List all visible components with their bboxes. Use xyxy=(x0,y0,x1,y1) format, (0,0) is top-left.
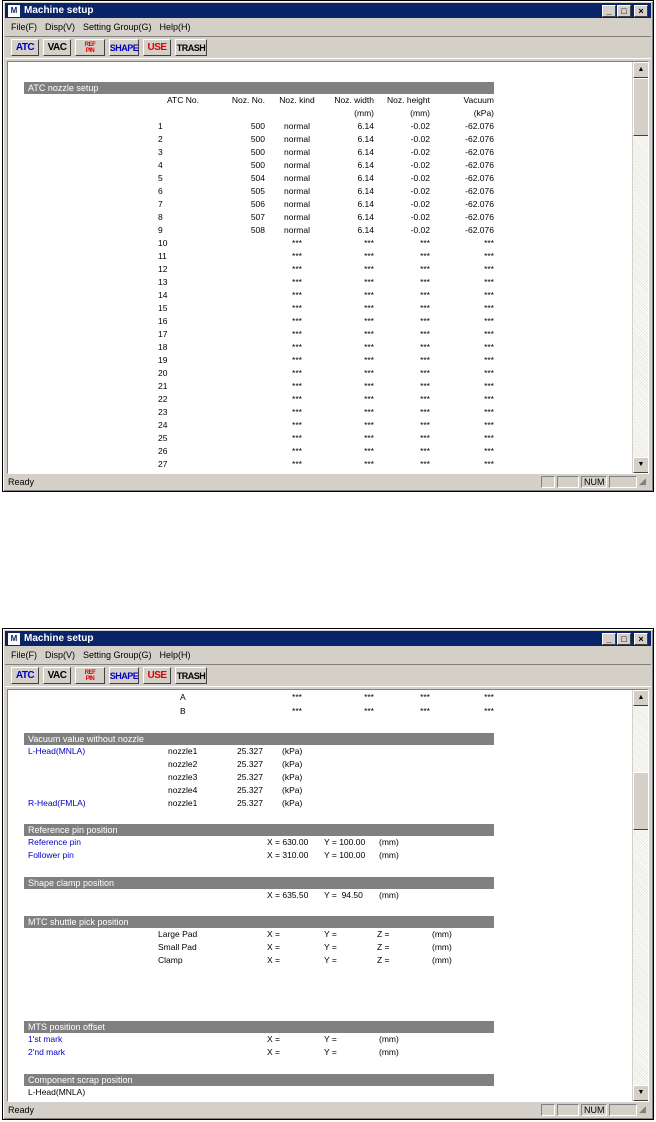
x-value: X = xyxy=(267,955,280,965)
cell-noz-width: *** xyxy=(364,277,374,287)
cell-atc-no: 3 xyxy=(158,147,163,157)
vacuum-value: 25.327 xyxy=(237,772,263,782)
cell-atc-no: 18 xyxy=(158,342,168,352)
use-button[interactable]: USE xyxy=(143,667,171,684)
title-bar[interactable] xyxy=(5,631,651,646)
nozzle-label: nozzle3 xyxy=(168,772,198,782)
unit-label: (kPa) xyxy=(282,759,303,769)
cell-noz-width: *** xyxy=(364,446,374,456)
cell-value: *** xyxy=(292,706,302,716)
cell-vacuum: -62.076 xyxy=(465,121,494,131)
cell-vacuum: *** xyxy=(484,459,494,469)
status-pane-1 xyxy=(541,476,555,488)
y-value: Y = xyxy=(324,955,337,965)
cell-atc-no: 11 xyxy=(158,251,167,261)
cell-noz-no: 500 xyxy=(250,147,265,157)
cell-noz-height: *** xyxy=(420,381,430,391)
cell-noz-no: 500 xyxy=(250,134,265,144)
vac-button[interactable]: VAC xyxy=(43,667,71,684)
cell-noz-width: *** xyxy=(364,342,374,352)
r-head-label: R-Head(FMLA) xyxy=(28,798,86,808)
window-title: Machine setup xyxy=(24,633,94,644)
content-area[interactable] xyxy=(7,689,649,1102)
ref-pin-label-bottom: PIN xyxy=(85,47,95,54)
unit-label: (kPa) xyxy=(282,746,303,756)
scroll-thumb[interactable] xyxy=(633,78,649,136)
cell-vacuum: *** xyxy=(484,407,494,417)
unit-label: (mm) xyxy=(379,850,399,860)
cell-noz-no: 507 xyxy=(250,212,265,222)
cell-noz-kind: normal xyxy=(284,186,310,196)
cell-vacuum: *** xyxy=(484,316,494,326)
y-value: Y = xyxy=(324,1047,337,1057)
cell-vacuum: *** xyxy=(484,381,494,391)
menu-help[interactable]: Help(H) xyxy=(159,650,191,660)
unit-label: (mm) xyxy=(379,837,399,847)
cell-noz-no: 500 xyxy=(250,160,265,170)
status-pane-4 xyxy=(609,476,637,488)
x-value: X = xyxy=(267,1034,280,1044)
cell-noz-kind: *** xyxy=(292,342,302,352)
row-label-b: B xyxy=(180,706,186,716)
close-button[interactable]: × xyxy=(634,633,648,645)
cell-vacuum: *** xyxy=(484,342,494,352)
unit-label: (mm) xyxy=(432,955,452,965)
cell-atc-no: 27 xyxy=(158,459,168,469)
cell-noz-width: *** xyxy=(364,251,374,261)
cell-noz-no: 506 xyxy=(250,199,265,209)
cell-noz-height: *** xyxy=(420,303,430,313)
cell-noz-no: 500 xyxy=(250,121,265,131)
follower-pin-label: Follower pin xyxy=(28,850,74,860)
cell-noz-kind: *** xyxy=(292,459,302,469)
cell-noz-height: -0.02 xyxy=(410,134,430,144)
unit-noz-width: (mm) xyxy=(354,108,374,118)
cell-value: *** xyxy=(484,692,494,702)
status-text: Ready xyxy=(8,1104,35,1115)
cell-vacuum: -62.076 xyxy=(465,212,494,222)
cell-atc-no: 6 xyxy=(158,186,163,196)
status-bar xyxy=(5,1102,651,1117)
shape-button[interactable]: SHAPE xyxy=(109,39,139,56)
cell-noz-height: *** xyxy=(420,394,430,404)
cell-noz-width: 6.14 xyxy=(357,160,374,170)
cell-atc-no: 23 xyxy=(158,407,168,417)
menu-file[interactable]: File(F) xyxy=(11,650,37,660)
cell-atc-no: 14 xyxy=(158,290,168,300)
cell-vacuum: -62.076 xyxy=(465,134,494,144)
mark-label: 2'nd mark xyxy=(28,1047,66,1057)
scroll-down-arrow-icon[interactable]: ▼ xyxy=(633,1085,649,1101)
cell-value: *** xyxy=(484,706,494,716)
section-atc-nozzle-setup: ATC nozzle setup xyxy=(24,82,494,94)
cell-noz-height: *** xyxy=(420,264,430,274)
header-noz-no: Noz. No. xyxy=(231,95,265,105)
cell-noz-height: *** xyxy=(420,420,430,430)
cell-noz-kind: *** xyxy=(292,290,302,300)
content-area[interactable] xyxy=(7,61,649,474)
cell-vacuum: *** xyxy=(484,394,494,404)
y-value: Y = 100.00 xyxy=(324,837,366,847)
cell-noz-kind: *** xyxy=(292,264,302,274)
x-value: X = xyxy=(267,929,280,939)
menu-setting-group[interactable]: Setting Group(G) xyxy=(83,22,152,32)
cell-noz-width: *** xyxy=(364,290,374,300)
cell-noz-width: *** xyxy=(364,264,374,274)
cell-vacuum: -62.076 xyxy=(465,186,494,196)
status-pane-4 xyxy=(609,1104,637,1116)
ref-pin-label-top: REF xyxy=(84,669,96,676)
cell-noz-width: *** xyxy=(364,433,374,443)
cell-atc-no: 26 xyxy=(158,446,168,456)
cell-vacuum: *** xyxy=(484,251,494,261)
cell-noz-height: *** xyxy=(420,433,430,443)
status-bar xyxy=(5,474,651,489)
app-logo-icon: M xyxy=(8,5,20,17)
menu-bar xyxy=(7,20,195,34)
vertical-scrollbar[interactable] xyxy=(632,690,648,1101)
vacuum-value: 25.327 xyxy=(237,759,263,769)
cell-noz-width: 6.14 xyxy=(357,186,374,196)
atc-button[interactable]: ATC xyxy=(11,667,39,684)
cell-vacuum: *** xyxy=(484,420,494,430)
cell-value: *** xyxy=(420,692,430,702)
cell-noz-height: -0.02 xyxy=(410,173,430,183)
header-noz-kind: Noz. kind xyxy=(279,95,315,105)
nozzle-label: nozzle1 xyxy=(168,746,198,756)
cell-noz-width: 6.14 xyxy=(357,134,374,144)
mtc-row-label: Small Pad xyxy=(158,942,197,952)
use-button[interactable]: USE xyxy=(143,39,171,56)
cell-vacuum: -62.076 xyxy=(465,225,494,235)
mark-label: 1'st mark xyxy=(28,1034,63,1044)
cell-vacuum: -62.076 xyxy=(465,147,494,157)
cell-atc-no: 8 xyxy=(158,212,163,222)
cell-atc-no: 5 xyxy=(158,173,163,183)
unit-vacuum: (kPa) xyxy=(473,108,494,118)
cell-atc-no: 10 xyxy=(158,238,168,248)
mtc-row-label: Clamp xyxy=(158,955,183,965)
minimize-button[interactable]: _ xyxy=(602,633,616,645)
cell-noz-no: 508 xyxy=(250,225,265,235)
status-pane-1 xyxy=(541,1104,555,1116)
cell-atc-no: 21 xyxy=(158,381,168,391)
cell-noz-kind: *** xyxy=(292,316,302,326)
cell-noz-width: *** xyxy=(364,303,374,313)
section-mts-offset: MTS position offset xyxy=(24,1021,494,1033)
y-value: Y = xyxy=(324,942,337,952)
section-reference-pin: Reference pin position xyxy=(24,824,494,836)
trash-button[interactable]: TRASH xyxy=(175,667,207,684)
cell-noz-kind: *** xyxy=(292,446,302,456)
cell-value: *** xyxy=(292,692,302,702)
vertical-scrollbar[interactable] xyxy=(632,62,648,473)
cell-atc-no: 4 xyxy=(158,160,163,170)
atc-button[interactable]: ATC xyxy=(11,39,39,56)
unit-label: (mm) xyxy=(379,1047,399,1057)
status-text: Ready xyxy=(8,476,35,487)
cell-vacuum: -62.076 xyxy=(465,160,494,170)
toolbar xyxy=(5,36,651,59)
cell-noz-width: *** xyxy=(364,329,374,339)
unit-label: (kPa) xyxy=(282,785,303,795)
cell-noz-width: 6.14 xyxy=(357,121,374,131)
cell-vacuum: *** xyxy=(484,290,494,300)
unit-label: (kPa) xyxy=(282,772,303,782)
maximize-button[interactable]: □ xyxy=(617,633,631,645)
cell-noz-width: *** xyxy=(364,238,374,248)
cell-noz-height: *** xyxy=(420,342,430,352)
cell-vacuum: *** xyxy=(484,238,494,248)
cell-value: *** xyxy=(420,706,430,716)
toolbar xyxy=(5,664,651,687)
title-bar[interactable] xyxy=(5,3,651,18)
unit-label: (mm) xyxy=(379,890,399,900)
unit-label: (mm) xyxy=(432,942,452,952)
l-head-label: L-Head(MNLA) xyxy=(28,746,86,756)
cell-noz-height: -0.02 xyxy=(410,147,430,157)
menu-disp[interactable]: Disp(V) xyxy=(45,22,76,32)
z-value: Z = xyxy=(377,942,390,952)
menu-setting-group[interactable]: Setting Group(G) xyxy=(83,650,152,660)
unit-noz-height: (mm) xyxy=(410,108,430,118)
menu-file[interactable]: File(F) xyxy=(11,22,37,32)
cell-noz-height: -0.02 xyxy=(410,121,430,131)
cell-atc-no: 25 xyxy=(158,433,168,443)
cell-noz-kind: normal xyxy=(284,160,310,170)
cell-noz-width: 6.14 xyxy=(357,225,374,235)
z-value: Z = xyxy=(377,929,390,939)
cell-atc-no: 9 xyxy=(158,225,163,235)
cell-noz-height: -0.02 xyxy=(410,199,430,209)
cell-atc-no: 1 xyxy=(158,121,163,131)
section-vacuum-value: Vacuum value without nozzle xyxy=(24,733,494,745)
vac-button[interactable]: VAC xyxy=(43,39,71,56)
cell-atc-no: 22 xyxy=(158,394,168,404)
menu-help[interactable]: Help(H) xyxy=(159,22,191,32)
x-value: X = 630.00 xyxy=(267,837,309,847)
cell-noz-kind: normal xyxy=(284,173,310,183)
trash-button[interactable]: TRASH xyxy=(175,39,207,56)
menu-disp[interactable]: Disp(V) xyxy=(45,650,76,660)
cell-noz-height: -0.02 xyxy=(410,225,430,235)
section-component-scrap: Component scrap position xyxy=(24,1074,494,1086)
scroll-up-arrow-icon[interactable]: ▲ xyxy=(633,62,649,78)
cell-value: *** xyxy=(364,692,374,702)
machine-setup-window-2 xyxy=(2,628,654,1120)
app-logo-icon: M xyxy=(8,633,20,645)
ref-pin-label-top: REF xyxy=(84,41,96,48)
cell-noz-width: *** xyxy=(364,316,374,326)
mtc-row-label: Large Pad xyxy=(158,929,198,939)
nozzle-label: nozzle4 xyxy=(168,785,198,795)
unit-label: (mm) xyxy=(432,929,452,939)
cell-atc-no: 13 xyxy=(158,277,168,287)
cell-noz-kind: normal xyxy=(284,212,310,222)
nozzle-label: nozzle2 xyxy=(168,759,198,769)
cell-vacuum: *** xyxy=(484,355,494,365)
cell-vacuum: *** xyxy=(484,446,494,456)
cell-vacuum: *** xyxy=(484,303,494,313)
window-title: Machine setup xyxy=(24,5,94,16)
cell-noz-height: *** xyxy=(420,329,430,339)
cell-noz-width: 6.14 xyxy=(357,173,374,183)
status-num: NUM xyxy=(581,476,607,488)
cell-noz-no: 505 xyxy=(250,186,265,196)
vacuum-value: 25.327 xyxy=(237,746,263,756)
status-pane-2 xyxy=(557,476,579,488)
cell-vacuum: -62.076 xyxy=(465,173,494,183)
z-value: Z = xyxy=(377,955,390,965)
cell-noz-kind: *** xyxy=(292,329,302,339)
cell-noz-width: *** xyxy=(364,420,374,430)
cell-noz-width: *** xyxy=(364,407,374,417)
resize-grip-icon[interactable]: ◢ xyxy=(639,475,646,486)
nozzle-label: nozzle1 xyxy=(168,798,198,808)
cell-noz-kind: *** xyxy=(292,303,302,313)
y-value: Y = xyxy=(324,1034,337,1044)
cell-noz-width: 6.14 xyxy=(357,212,374,222)
reference-pin-label: Reference pin xyxy=(28,837,81,847)
cell-noz-height: -0.02 xyxy=(410,160,430,170)
cell-noz-kind: *** xyxy=(292,420,302,430)
y-value: Y = 94.50 xyxy=(324,890,363,900)
header-noz-width: Noz. width xyxy=(334,95,374,105)
resize-grip-icon[interactable]: ◢ xyxy=(639,1103,646,1114)
cell-noz-height: *** xyxy=(420,407,430,417)
scroll-thumb[interactable] xyxy=(633,772,649,830)
cell-atc-no: 19 xyxy=(158,355,168,365)
cell-noz-width: *** xyxy=(364,394,374,404)
x-value: X = xyxy=(267,942,280,952)
x-value: X = 635.50 xyxy=(267,890,309,900)
cell-noz-kind: *** xyxy=(292,238,302,248)
cell-noz-kind: normal xyxy=(284,225,310,235)
cell-noz-kind: *** xyxy=(292,355,302,365)
cell-noz-width: *** xyxy=(364,355,374,365)
cell-atc-no: 12 xyxy=(158,264,168,274)
scroll-up-arrow-icon[interactable]: ▲ xyxy=(633,690,649,706)
cell-noz-kind: *** xyxy=(292,433,302,443)
cell-noz-kind: *** xyxy=(292,277,302,287)
cell-noz-kind: *** xyxy=(292,407,302,417)
unit-label: (kPa) xyxy=(282,798,303,808)
cell-noz-height: *** xyxy=(420,251,430,261)
cell-noz-width: *** xyxy=(364,459,374,469)
ref-pin-button[interactable] xyxy=(75,39,105,56)
y-value: Y = xyxy=(324,929,337,939)
vacuum-value: 25.327 xyxy=(237,798,263,808)
y-value: Y = 100.00 xyxy=(324,850,366,860)
maximize-button[interactable]: □ xyxy=(617,5,631,17)
cell-noz-height: *** xyxy=(420,355,430,365)
scroll-down-arrow-icon[interactable]: ▼ xyxy=(633,457,649,473)
cell-noz-height: *** xyxy=(420,316,430,326)
machine-setup-window-1 xyxy=(2,0,654,492)
cell-noz-height: *** xyxy=(420,238,430,248)
x-value: X = 310.00 xyxy=(267,850,309,860)
cell-noz-width: *** xyxy=(364,381,374,391)
shape-button[interactable]: SHAPE xyxy=(109,667,139,684)
cell-noz-kind: *** xyxy=(292,251,302,261)
cell-value: *** xyxy=(364,706,374,716)
row-label-a: A xyxy=(180,692,186,702)
cell-noz-kind: *** xyxy=(292,394,302,404)
cell-noz-height: *** xyxy=(420,446,430,456)
section-shape-clamp: Shape clamp position xyxy=(24,877,494,889)
status-pane-2 xyxy=(557,1104,579,1116)
cell-noz-height: -0.02 xyxy=(410,186,430,196)
cell-noz-height: *** xyxy=(420,290,430,300)
scrap-head-label: L-Head(MNLA) xyxy=(28,1087,86,1097)
header-vacuum: Vacuum xyxy=(463,95,494,105)
cell-noz-height: -0.02 xyxy=(410,212,430,222)
cell-vacuum: *** xyxy=(484,264,494,274)
menu-bar xyxy=(7,648,195,662)
minimize-button[interactable]: _ xyxy=(602,5,616,17)
cell-noz-kind: *** xyxy=(292,381,302,391)
cell-noz-no: 504 xyxy=(250,173,265,183)
vacuum-value: 25.327 xyxy=(237,785,263,795)
ref-pin-button[interactable] xyxy=(75,667,105,684)
cell-noz-kind: normal xyxy=(284,121,310,131)
header-atc-no: ATC No. xyxy=(167,95,199,105)
cell-noz-kind: normal xyxy=(284,147,310,157)
unit-label: (mm) xyxy=(379,1034,399,1044)
ref-pin-label-bottom: PIN xyxy=(85,675,95,682)
cell-noz-kind: normal xyxy=(284,134,310,144)
cell-atc-no: 15 xyxy=(158,303,168,313)
cell-vacuum: *** xyxy=(484,277,494,287)
cell-vacuum: *** xyxy=(484,329,494,339)
cell-atc-no: 16 xyxy=(158,316,168,326)
header-noz-height: Noz. height xyxy=(387,95,430,105)
cell-noz-height: *** xyxy=(420,459,430,469)
cell-vacuum: *** xyxy=(484,368,494,378)
cell-noz-kind: *** xyxy=(292,368,302,378)
cell-noz-width: 6.14 xyxy=(357,147,374,157)
cell-atc-no: 24 xyxy=(158,420,168,430)
cell-noz-height: *** xyxy=(420,368,430,378)
cell-vacuum: -62.076 xyxy=(465,199,494,209)
cell-vacuum: *** xyxy=(484,433,494,443)
section-mtc-shuttle: MTC shuttle pick position xyxy=(24,916,494,928)
cell-atc-no: 7 xyxy=(158,199,163,209)
cell-atc-no: 2 xyxy=(158,134,163,144)
cell-atc-no: 17 xyxy=(158,329,168,339)
close-button[interactable]: × xyxy=(634,5,648,17)
cell-noz-kind: normal xyxy=(284,199,310,209)
status-num: NUM xyxy=(581,1104,607,1116)
cell-noz-height: *** xyxy=(420,277,430,287)
cell-atc-no: 20 xyxy=(158,368,168,378)
x-value: X = xyxy=(267,1047,280,1057)
cell-noz-width: *** xyxy=(364,368,374,378)
cell-noz-width: 6.14 xyxy=(357,199,374,209)
